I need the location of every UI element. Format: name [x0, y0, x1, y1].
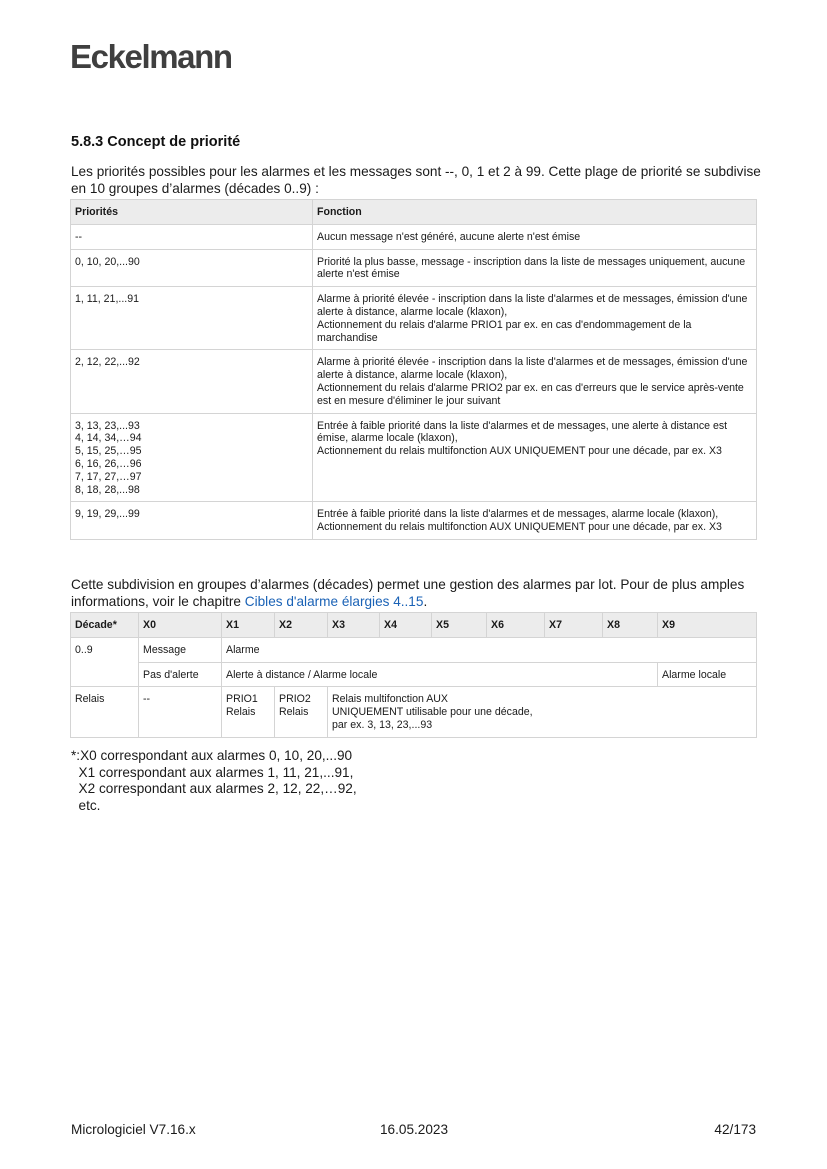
decade-cell: Relais	[71, 687, 139, 737]
function-cell: Alarme à priorité élevée - inscription dans la liste d'alarmes et de messages, émission d'une alerte à distance, alarme locale (klaxon), Actionnement du relais d'alarme PRIO2 par ex. en cas d'erreurs que le service après-vente est en mesure d'éliminer le jour suivant	[313, 350, 757, 413]
function-cell: Entrée à faible priorité dans la liste d'alarmes et de messages, alarme locale (klaxon), Actionnement du relais multifonction AUX UNIQUEMENT pour une décade, par ex. X3	[313, 502, 757, 540]
section-title: Concept de priorité	[107, 134, 241, 150]
decade-cell: 0..9	[71, 637, 139, 687]
decade-table	[70, 612, 757, 738]
priority-cell: 9, 19, 29,...99	[71, 502, 313, 540]
table-row	[71, 502, 757, 540]
priority-cell: 2, 12, 22,...92	[71, 350, 313, 413]
chapter-link[interactable]: Cibles d'alarme élargies 4..15	[244, 593, 424, 609]
brand-logo: Eckelmann	[70, 38, 232, 75]
header-x2: X2	[275, 613, 328, 638]
x0-cell: --	[139, 687, 222, 737]
header-priorites: Priorités	[71, 200, 313, 225]
table-row	[71, 687, 757, 737]
header-fonction: Fonction	[313, 200, 757, 225]
footer-firmware: Micrologiciel V7.16.x	[71, 1122, 196, 1137]
priority-cell: --	[71, 224, 313, 249]
x0-cell: Message	[139, 637, 222, 662]
header-x9: X9	[658, 613, 757, 638]
priority-cell: 1, 11, 21,...91	[71, 287, 313, 350]
header-x6: X6	[487, 613, 545, 638]
x0-cell: Pas d'alerte	[139, 662, 222, 687]
section-number: 5.8.3	[71, 134, 104, 150]
intro-paragraph: Les priorités possibles pour les alarmes et les messages sont --, 0, 1 et 2 à 99. Cette plage de priorité se subdivise en 10 groupes d’alarmes (décades 0..9) :	[71, 164, 761, 196]
footer-page-number: 42/173	[714, 1122, 756, 1137]
alarm-span-cell: Alarme	[222, 637, 757, 662]
x2-cell: PRIO2 Relais	[275, 687, 328, 737]
table-row	[71, 413, 757, 502]
header-x0: X0	[139, 613, 222, 638]
table-header-row	[71, 613, 757, 638]
remote-alert-span-cell: Alerte à distance / Alarme locale	[222, 662, 658, 687]
batch-paragraph-end: .	[423, 593, 428, 609]
batch-paragraph-text: Cette subdivision en groupes d’alarmes (décades) permet une gestion des alarmes par lot. Pour de plus amples informations, voir le chapitre	[71, 577, 745, 609]
header-x1: X1	[222, 613, 275, 638]
table-header-row	[71, 200, 757, 225]
priority-cell: 0, 10, 20,...90	[71, 249, 313, 287]
function-cell: Alarme à priorité élevée - inscription dans la liste d'alarmes et de messages, émission d'une alerte à distance, alarme locale (klaxon), Actionnement du relais d'alarme PRIO1 par ex. en cas d'endommagement de la marchandise	[313, 287, 757, 350]
x1-cell: PRIO1 Relais	[222, 687, 275, 737]
table-row	[71, 350, 757, 413]
table-row	[71, 662, 757, 687]
table-row	[71, 637, 757, 662]
table-row	[71, 249, 757, 287]
header-decade: Décade*	[71, 613, 139, 638]
footnote: *:X0 correspondant aux alarmes 0, 10, 20,...90 X1 correspondant aux alarmes 1, 11, 21,...91, X2 correspondant aux alarmes 2, 12, 22,…92, etc.	[71, 748, 357, 813]
function-cell: Entrée à faible priorité dans la liste d'alarmes et de messages, une alerte à distance est émise, alarme locale (klaxon), Actionnement du relais multifonction AUX UNIQUEMENT pour une décade, par ex. X3	[313, 413, 757, 502]
table-row	[71, 287, 757, 350]
header-x8: X8	[603, 613, 658, 638]
footer-date: 16.05.2023	[380, 1122, 449, 1137]
priority-cell: 3, 13, 23,...93 4, 14, 34,…94 5, 15, 25,…95 6, 16, 26,…96 7, 17, 27,…97 8, 18, 28,...98	[71, 413, 313, 502]
section-heading	[71, 134, 240, 150]
batch-paragraph	[71, 577, 761, 610]
function-cell: Priorité la plus basse, message - inscription dans la liste de messages uniquement, aucune alerte n'est émise	[313, 249, 757, 287]
aux-relay-span-cell: Relais multifonction AUX UNIQUEMENT utilisable pour une décade, par ex. 3, 13, 23,...93	[328, 687, 757, 737]
header-x4: X4	[380, 613, 432, 638]
header-x3: X3	[328, 613, 380, 638]
table-row	[71, 224, 757, 249]
x9-cell: Alarme locale	[658, 662, 757, 687]
header-x7: X7	[545, 613, 603, 638]
priority-table	[70, 199, 757, 540]
function-cell: Aucun message n'est généré, aucune alerte n'est émise	[313, 224, 757, 249]
header-x5: X5	[432, 613, 487, 638]
